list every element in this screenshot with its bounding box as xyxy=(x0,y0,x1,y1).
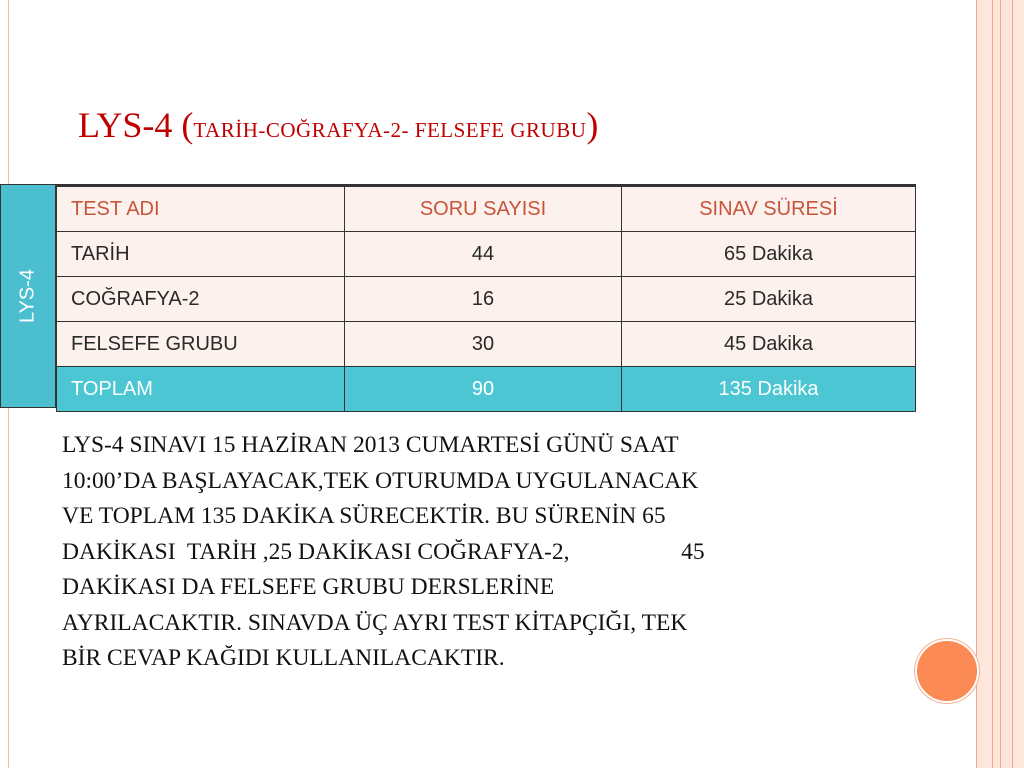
frame-right-line xyxy=(1012,0,1013,768)
cell-duration: 45 Dakika xyxy=(622,322,916,367)
slide-title xyxy=(78,104,598,146)
table-row xyxy=(57,232,916,277)
header-test-name: TEST ADI xyxy=(57,186,345,232)
exam-table xyxy=(56,184,916,412)
cell-test-name: COĞRAFYA-2 xyxy=(57,277,345,322)
cell-question-count: 44 xyxy=(345,232,622,277)
cell-question-count: 30 xyxy=(345,322,622,367)
table-row xyxy=(57,277,916,322)
decorative-orange-circle xyxy=(915,639,979,703)
cell-question-count: 16 xyxy=(345,277,622,322)
total-label: TOPLAM xyxy=(57,367,345,412)
title-close-paren: ) xyxy=(586,105,599,145)
cell-duration: 65 Dakika xyxy=(622,232,916,277)
body-line: AYRILACAKTIR. SINAVDA ÜÇ AYRI TEST KİTAPÇIĞI, TEK xyxy=(62,609,688,636)
cell-test-name: FELSEFE GRUBU xyxy=(57,322,345,367)
table-total-row xyxy=(57,367,916,412)
body-line: VE TOPLAM 135 DAKİKA SÜRECEKTİR. BU SÜRENİN 65 xyxy=(62,503,666,529)
body-paragraph xyxy=(62,428,894,677)
total-question-count: 90 xyxy=(345,367,622,412)
total-duration: 135 Dakika xyxy=(622,367,916,412)
body-line: 10:00’DA BAŞLAYACAK,TEK OTURUMDA UYGULANACAK xyxy=(62,467,699,494)
body-line: LYS-4 SINAVI 15 HAZİRAN 2013 CUMARTESİ GÜNÜ SAAT xyxy=(62,432,679,458)
header-exam-duration: SINAV SÜRESİ xyxy=(622,186,916,232)
frame-right-line xyxy=(992,0,993,768)
title-main: LYS-4 ( xyxy=(78,105,194,145)
frame-right-line xyxy=(976,0,977,768)
body-line: DAKİKASI TARİH ,25 DAKİKASI COĞRAFYA-2, 45 xyxy=(62,538,705,565)
table-header-row xyxy=(57,186,916,232)
cell-test-name: TARİH xyxy=(57,232,345,277)
body-line: DAKİKASI DA FELSEFE GRUBU DERSLERİNE xyxy=(62,574,555,600)
frame-right-line xyxy=(1000,0,1001,768)
side-label-text: LYS-4 xyxy=(16,268,39,324)
table-row xyxy=(57,322,916,367)
title-subtitle: TARİH-COĞRAFYA-2- FELSEFE GRUBU xyxy=(193,118,587,142)
body-line: BİR CEVAP KAĞIDI KULLANILACAKTIR. xyxy=(62,645,505,671)
header-question-count: SORU SAYISI xyxy=(345,186,622,232)
table-side-label xyxy=(0,184,56,408)
cell-duration: 25 Dakika xyxy=(622,277,916,322)
